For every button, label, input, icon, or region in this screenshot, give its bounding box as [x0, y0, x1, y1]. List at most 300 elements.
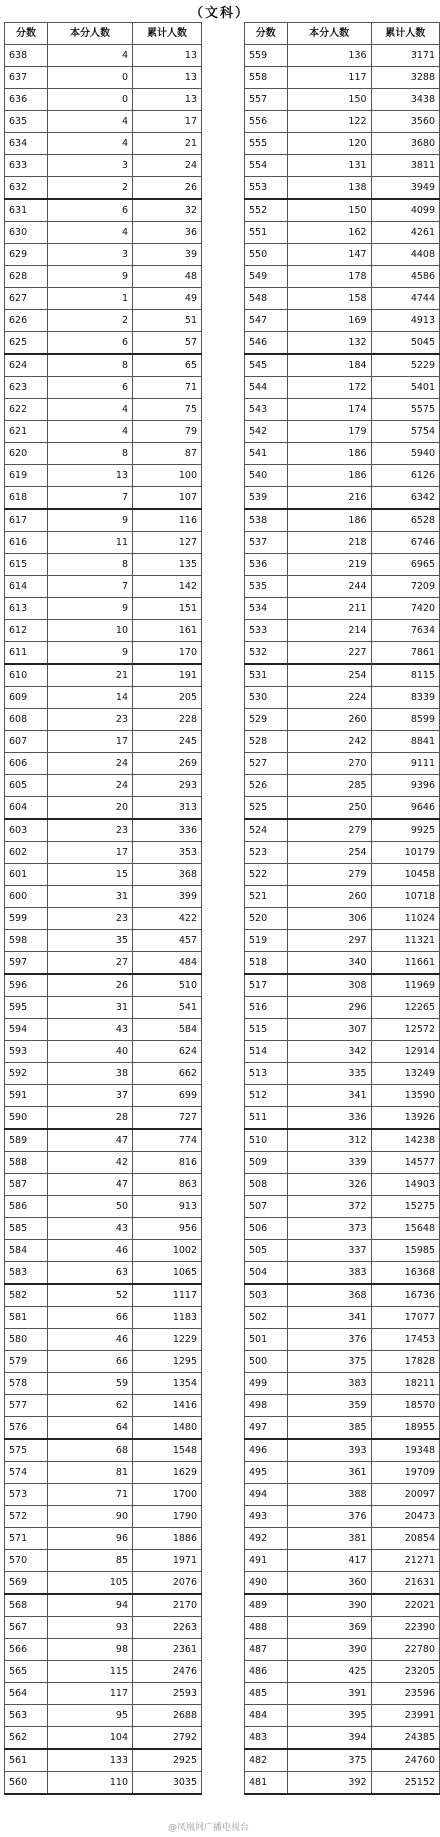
cumulative-cell: 5575 — [371, 399, 439, 421]
count-cell: 133 — [48, 1749, 133, 1772]
cumulative-cell: 65 — [133, 354, 202, 377]
score-cell: 577 — [5, 1395, 48, 1417]
table-row — [245, 1284, 440, 1307]
score-cell: 634 — [5, 133, 48, 155]
table-row — [5, 1683, 202, 1705]
score-cell: 498 — [245, 1395, 288, 1417]
cumulative-cell: 25152 — [371, 1772, 439, 1795]
score-cell: 501 — [245, 1329, 288, 1351]
table-row — [245, 1019, 440, 1041]
cumulative-cell: 19348 — [371, 1439, 439, 1462]
cumulative-cell: 16368 — [371, 1262, 439, 1285]
cumulative-cell: 1229 — [133, 1329, 202, 1351]
score-cell: 547 — [245, 310, 288, 332]
table-row — [245, 421, 440, 443]
count-cell: 4 — [48, 399, 133, 421]
score-cell: 569 — [5, 1572, 48, 1595]
count-cell: 8 — [48, 354, 133, 377]
cumulative-cell: 228 — [133, 709, 202, 731]
table-row — [245, 443, 440, 465]
score-cell: 488 — [245, 1617, 288, 1639]
score-cell: 517 — [245, 974, 288, 997]
score-cell: 571 — [5, 1528, 48, 1550]
table-row — [5, 1307, 202, 1329]
table-row — [245, 45, 440, 67]
table-row — [245, 731, 440, 753]
cumulative-cell: 5940 — [371, 443, 439, 465]
cumulative-cell: 5229 — [371, 354, 439, 377]
score-cell: 585 — [5, 1218, 48, 1240]
count-cell: 43 — [48, 1218, 133, 1240]
cumulative-cell: 17453 — [371, 1329, 439, 1351]
score-cell: 578 — [5, 1373, 48, 1395]
count-cell: 138 — [287, 177, 371, 200]
score-cell: 597 — [5, 952, 48, 975]
count-cell: 308 — [287, 974, 371, 997]
count-cell: 8 — [48, 443, 133, 465]
score-cell: 513 — [245, 1063, 288, 1085]
table-row — [5, 199, 202, 222]
cumulative-cell: 11024 — [371, 908, 439, 930]
count-cell: 186 — [287, 443, 371, 465]
score-cell: 635 — [5, 111, 48, 133]
count-cell: 0 — [48, 67, 133, 89]
count-cell: 27 — [48, 952, 133, 975]
cumulative-cell: 20854 — [371, 1528, 439, 1550]
table-row — [245, 1329, 440, 1351]
table-row — [5, 1617, 202, 1639]
score-cell: 520 — [245, 908, 288, 930]
table-row — [5, 997, 202, 1019]
cumulative-cell: 6746 — [371, 532, 439, 554]
cumulative-cell: 956 — [133, 1218, 202, 1240]
count-cell: 3 — [48, 244, 133, 266]
score-cell: 546 — [245, 332, 288, 355]
count-cell: 224 — [287, 687, 371, 709]
score-cell: 536 — [245, 554, 288, 576]
count-cell: 425 — [287, 1661, 371, 1683]
table-row — [245, 1462, 440, 1484]
table-row — [5, 288, 202, 310]
cumulative-cell: 353 — [133, 842, 202, 864]
cumulative-cell: 48 — [133, 266, 202, 288]
table-row — [245, 1727, 440, 1750]
count-cell: 306 — [287, 908, 371, 930]
score-cell: 560 — [5, 1772, 48, 1795]
score-cell: 596 — [5, 974, 48, 997]
score-cell: 509 — [245, 1152, 288, 1174]
count-cell: 21 — [48, 664, 133, 687]
score-cell: 490 — [245, 1572, 288, 1595]
count-cell: 368 — [287, 1284, 371, 1307]
cumulative-cell: 293 — [133, 775, 202, 797]
count-cell: 13 — [48, 465, 133, 487]
table-row — [5, 310, 202, 332]
count-cell: 4 — [48, 111, 133, 133]
table-row — [245, 155, 440, 177]
score-cell: 507 — [245, 1196, 288, 1218]
score-cell: 587 — [5, 1174, 48, 1196]
cumulative-cell: 11661 — [371, 952, 439, 975]
score-cell: 580 — [5, 1329, 48, 1351]
score-cell: 534 — [245, 598, 288, 620]
score-cell: 618 — [5, 487, 48, 510]
cumulative-cell: 3811 — [371, 155, 439, 177]
count-cell: 43 — [48, 1019, 133, 1041]
table-row — [5, 864, 202, 886]
score-cell: 525 — [245, 797, 288, 820]
count-cell: 1 — [48, 288, 133, 310]
count-cell: 186 — [287, 465, 371, 487]
table-row — [245, 952, 440, 975]
count-cell: 390 — [287, 1639, 371, 1661]
score-cell: 598 — [5, 930, 48, 952]
score-cell: 537 — [245, 532, 288, 554]
score-cell: 503 — [245, 1284, 288, 1307]
table-row — [5, 1107, 202, 1130]
score-cell: 521 — [245, 886, 288, 908]
count-cell: 391 — [287, 1683, 371, 1705]
count-cell: 3 — [48, 155, 133, 177]
cumulative-cell: 510 — [133, 974, 202, 997]
score-cell: 637 — [5, 67, 48, 89]
table-row — [5, 1063, 202, 1085]
table-row — [5, 775, 202, 797]
count-cell: 342 — [287, 1041, 371, 1063]
cumulative-cell: 5754 — [371, 421, 439, 443]
score-cell: 487 — [245, 1639, 288, 1661]
table-row — [5, 642, 202, 665]
count-cell: 296 — [287, 997, 371, 1019]
count-cell: 52 — [48, 1284, 133, 1307]
table-row — [5, 1462, 202, 1484]
score-cell: 579 — [5, 1351, 48, 1373]
count-cell: 279 — [287, 819, 371, 842]
count-cell: 110 — [48, 1772, 133, 1795]
score-cell: 601 — [5, 864, 48, 886]
table-row — [5, 332, 202, 355]
count-cell: 214 — [287, 620, 371, 642]
cumulative-cell: 2925 — [133, 1749, 202, 1772]
table-row — [245, 509, 440, 532]
table-row — [245, 819, 440, 842]
score-cell: 496 — [245, 1439, 288, 1462]
count-cell: 169 — [287, 310, 371, 332]
cumulative-cell: 336 — [133, 819, 202, 842]
count-cell: 4 — [48, 133, 133, 155]
score-cell: 495 — [245, 1462, 288, 1484]
cumulative-cell: 15985 — [371, 1240, 439, 1262]
cumulative-cell: 22390 — [371, 1617, 439, 1639]
count-cell: 71 — [48, 1484, 133, 1506]
score-cell: 544 — [245, 377, 288, 399]
score-cell: 529 — [245, 709, 288, 731]
watermark: @凤凰网广播电视台 — [168, 1823, 250, 1833]
table-row — [5, 155, 202, 177]
count-cell: 31 — [48, 886, 133, 908]
count-cell: 23 — [48, 819, 133, 842]
cumulative-cell: 4408 — [371, 244, 439, 266]
table-row — [5, 1484, 202, 1506]
cumulative-cell: 313 — [133, 797, 202, 820]
table-row — [245, 908, 440, 930]
table-row — [245, 1351, 440, 1373]
count-cell: 6 — [48, 199, 133, 222]
cumulative-cell: 161 — [133, 620, 202, 642]
count-cell: 260 — [287, 886, 371, 908]
table-row — [5, 1129, 202, 1152]
table-row — [245, 377, 440, 399]
table-row — [5, 266, 202, 288]
score-cell: 633 — [5, 155, 48, 177]
table-row — [245, 687, 440, 709]
count-cell: 361 — [287, 1462, 371, 1484]
count-cell: 40 — [48, 1041, 133, 1063]
count-cell: 90 — [48, 1506, 133, 1528]
cumulative-cell: 7209 — [371, 576, 439, 598]
cumulative-cell: 7861 — [371, 642, 439, 665]
cumulative-cell: 4913 — [371, 310, 439, 332]
cumulative-cell: 9646 — [371, 797, 439, 820]
score-cell: 540 — [245, 465, 288, 487]
cumulative-cell: 13 — [133, 89, 202, 111]
header-count: 本分人数 — [287, 23, 371, 45]
score-cell: 565 — [5, 1661, 48, 1683]
table-row — [245, 1395, 440, 1417]
cumulative-cell: 8115 — [371, 664, 439, 687]
table-row — [5, 532, 202, 554]
count-cell: 85 — [48, 1550, 133, 1572]
count-cell: 307 — [287, 1019, 371, 1041]
count-cell: 14 — [48, 687, 133, 709]
cumulative-cell: 21631 — [371, 1572, 439, 1595]
table-row — [5, 111, 202, 133]
count-cell: 62 — [48, 1395, 133, 1417]
cumulative-cell: 22021 — [371, 1594, 439, 1617]
score-cell: 602 — [5, 842, 48, 864]
count-cell: 337 — [287, 1240, 371, 1262]
score-cell: 550 — [245, 244, 288, 266]
table-row — [245, 1218, 440, 1240]
score-cell: 567 — [5, 1617, 48, 1639]
cumulative-cell: 4261 — [371, 222, 439, 244]
count-cell: 17 — [48, 842, 133, 864]
count-cell: 17 — [48, 731, 133, 753]
score-cell: 510 — [245, 1129, 288, 1152]
score-cell: 497 — [245, 1417, 288, 1440]
cumulative-cell: 21 — [133, 133, 202, 155]
score-cell: 608 — [5, 709, 48, 731]
count-cell: 9 — [48, 598, 133, 620]
cumulative-cell: 1971 — [133, 1550, 202, 1572]
cumulative-cell: 1002 — [133, 1240, 202, 1262]
table-row — [245, 1661, 440, 1683]
score-cell: 607 — [5, 731, 48, 753]
count-cell: 94 — [48, 1594, 133, 1617]
score-cell: 619 — [5, 465, 48, 487]
count-cell: 158 — [287, 288, 371, 310]
table-row — [5, 1661, 202, 1683]
count-cell: 122 — [287, 111, 371, 133]
table-row — [5, 1329, 202, 1351]
table-row — [245, 1063, 440, 1085]
header-score: 分数 — [5, 23, 48, 45]
score-cell: 568 — [5, 1594, 48, 1617]
count-cell: 244 — [287, 576, 371, 598]
table-row — [245, 244, 440, 266]
table-row — [5, 133, 202, 155]
score-cell: 485 — [245, 1683, 288, 1705]
table-row — [5, 377, 202, 399]
count-cell: 285 — [287, 775, 371, 797]
table-row — [5, 842, 202, 864]
table-row — [245, 1041, 440, 1063]
score-cell: 502 — [245, 1307, 288, 1329]
table-row — [5, 1152, 202, 1174]
score-cell: 508 — [245, 1174, 288, 1196]
cumulative-cell: 135 — [133, 554, 202, 576]
count-cell: 50 — [48, 1196, 133, 1218]
count-cell: 35 — [48, 930, 133, 952]
table-row — [245, 664, 440, 687]
count-cell: 172 — [287, 377, 371, 399]
score-cell: 549 — [245, 266, 288, 288]
cumulative-cell: 2076 — [133, 1572, 202, 1595]
count-cell: 340 — [287, 952, 371, 975]
table-row — [5, 974, 202, 997]
cumulative-cell: 584 — [133, 1019, 202, 1041]
count-cell: 393 — [287, 1439, 371, 1462]
cumulative-cell: 1295 — [133, 1351, 202, 1373]
score-cell: 561 — [5, 1749, 48, 1772]
table-row — [5, 1528, 202, 1550]
score-cell: 514 — [245, 1041, 288, 1063]
count-cell: 7 — [48, 576, 133, 598]
cumulative-cell: 127 — [133, 532, 202, 554]
score-table-left — [4, 22, 202, 1795]
cumulative-cell: 269 — [133, 753, 202, 775]
table-row — [5, 664, 202, 687]
score-cell: 630 — [5, 222, 48, 244]
table-row — [245, 576, 440, 598]
score-cell: 518 — [245, 952, 288, 975]
score-cell: 516 — [245, 997, 288, 1019]
cumulative-cell: 39 — [133, 244, 202, 266]
score-cell: 612 — [5, 620, 48, 642]
count-cell: 394 — [287, 1727, 371, 1750]
cumulative-cell: 24 — [133, 155, 202, 177]
table-row — [245, 997, 440, 1019]
count-cell: 2 — [48, 310, 133, 332]
cumulative-cell: 6342 — [371, 487, 439, 510]
count-cell: 339 — [287, 1152, 371, 1174]
count-cell: 4 — [48, 45, 133, 67]
cumulative-cell: 1183 — [133, 1307, 202, 1329]
score-cell: 620 — [5, 443, 48, 465]
table-row — [245, 1129, 440, 1152]
table-row — [245, 1705, 440, 1727]
score-cell: 599 — [5, 908, 48, 930]
cumulative-cell: 205 — [133, 687, 202, 709]
score-cell: 512 — [245, 1085, 288, 1107]
table-row — [5, 1506, 202, 1528]
count-cell: 219 — [287, 554, 371, 576]
score-cell: 632 — [5, 177, 48, 200]
count-cell: 150 — [287, 89, 371, 111]
count-cell: 115 — [48, 1661, 133, 1683]
table-row — [245, 1085, 440, 1107]
cumulative-cell: 20473 — [371, 1506, 439, 1528]
score-cell: 576 — [5, 1417, 48, 1440]
score-cell: 539 — [245, 487, 288, 510]
table-row — [245, 1506, 440, 1528]
cumulative-cell: 116 — [133, 509, 202, 532]
count-cell: 98 — [48, 1639, 133, 1661]
cumulative-cell: 12914 — [371, 1041, 439, 1063]
table-row — [245, 1594, 440, 1617]
score-cell: 527 — [245, 753, 288, 775]
cumulative-cell: 1117 — [133, 1284, 202, 1307]
count-cell: 376 — [287, 1329, 371, 1351]
score-cell: 584 — [5, 1240, 48, 1262]
table-row — [245, 1262, 440, 1285]
cumulative-cell: 32 — [133, 199, 202, 222]
count-cell: 136 — [287, 45, 371, 67]
score-cell: 555 — [245, 133, 288, 155]
count-cell: 270 — [287, 753, 371, 775]
cumulative-cell: 4744 — [371, 288, 439, 310]
score-cell: 582 — [5, 1284, 48, 1307]
cumulative-cell: 51 — [133, 310, 202, 332]
cumulative-cell: 1700 — [133, 1484, 202, 1506]
cumulative-cell: 170 — [133, 642, 202, 665]
count-cell: 66 — [48, 1307, 133, 1329]
cumulative-cell: 422 — [133, 908, 202, 930]
score-cell: 511 — [245, 1107, 288, 1130]
score-cell: 586 — [5, 1196, 48, 1218]
score-cell: 606 — [5, 753, 48, 775]
table-row — [5, 443, 202, 465]
table-row — [5, 1041, 202, 1063]
cumulative-cell: 1416 — [133, 1395, 202, 1417]
cumulative-cell: 100 — [133, 465, 202, 487]
score-cell: 522 — [245, 864, 288, 886]
table-row — [245, 1152, 440, 1174]
table-row — [5, 399, 202, 421]
cumulative-cell: 7420 — [371, 598, 439, 620]
table-row — [245, 864, 440, 886]
cumulative-cell: 9925 — [371, 819, 439, 842]
cumulative-cell: 2476 — [133, 1661, 202, 1683]
cumulative-cell: 3288 — [371, 67, 439, 89]
score-cell: 614 — [5, 576, 48, 598]
count-cell: 360 — [287, 1572, 371, 1595]
cumulative-cell: 399 — [133, 886, 202, 908]
count-cell: 46 — [48, 1240, 133, 1262]
table-row — [245, 930, 440, 952]
score-cell: 532 — [245, 642, 288, 665]
table-row — [5, 819, 202, 842]
count-cell: 376 — [287, 1506, 371, 1528]
cumulative-cell: 10179 — [371, 842, 439, 864]
table-row — [245, 642, 440, 665]
count-cell: 104 — [48, 1727, 133, 1750]
score-cell: 523 — [245, 842, 288, 864]
count-cell: 42 — [48, 1152, 133, 1174]
score-cell: 591 — [5, 1085, 48, 1107]
count-cell: 2 — [48, 177, 133, 200]
score-cell: 631 — [5, 199, 48, 222]
